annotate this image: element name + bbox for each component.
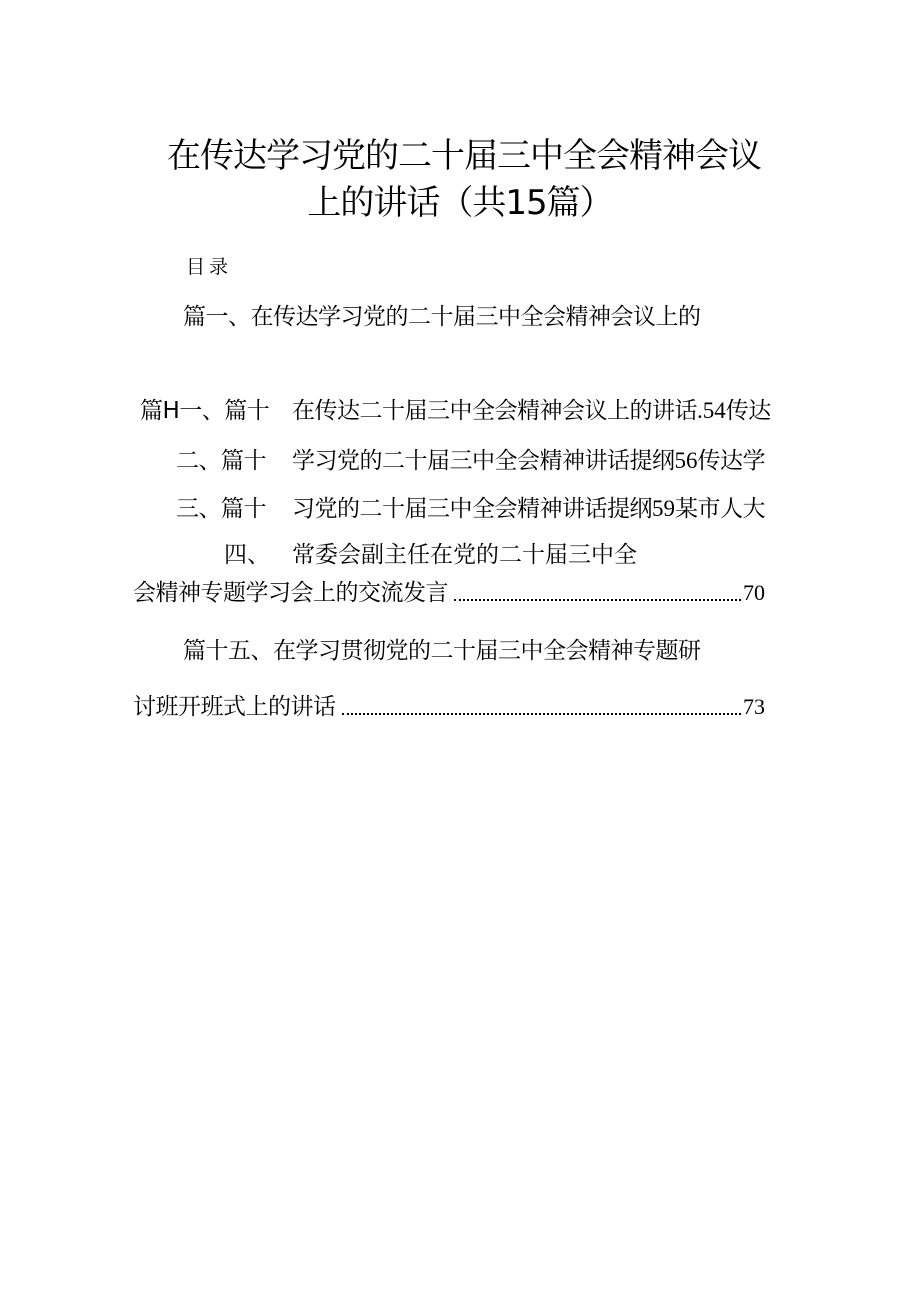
toc-row-3-page: 59 [652,496,675,521]
toc-row-3-text: 习党的二十届三中全会精神讲话提纲 [292,496,652,522]
document-title-line-1: 在传达学习党的二十届三中全会精神会议 [167,136,761,176]
toc-heading: 目录 [186,256,233,278]
toc-row-1-next: 传达 [725,398,771,424]
toc-row-2-next: 传达学 [697,448,765,474]
toc-entry-15-line-1: 篇十五、在学习贯彻党的二十届三中全会精神专题研 [183,638,701,664]
toc-row-3-prefix: 三、篇十 [176,496,266,522]
toc-row-2-prefix: 二、篇十 [176,448,266,474]
toc-entry-14-page: 70 [743,580,765,605]
dot-leader [454,599,741,601]
toc-row-2-text: 学习党的二十届三中全会精神讲话提纲 [292,448,675,474]
toc-row-1-prefix: 篇H一、篇十 [140,398,270,424]
dot-leader [342,713,742,715]
toc-row-1-body [292,396,771,426]
toc-entry-14-text: 会精神专题学习会上的交流发言 [133,580,448,606]
toc-row-2-page: 56 [674,448,698,473]
toc-row-1-text: 在传达二十届三中全会精神会议上的讲话 [292,398,697,424]
toc-entry-15 [133,692,765,722]
toc-entry-15-page: 73 [743,694,765,719]
toc-row-4-prefix: 四、 [224,542,270,568]
toc-row-1-page: .54 [697,398,726,423]
toc-row-3-body [292,494,765,524]
toc-row-2-body [292,446,765,476]
toc-entry-1: 篇一、在传达学习党的二十届三中全会精神会议上的 [183,304,701,330]
toc-entry-15-text: 讨班开班式上的讲话 [133,694,336,720]
toc-entry-14 [133,578,765,608]
document-title-line-2: 上的讲话（共15篇） [307,183,613,223]
toc-row-4-text: 常委会副主任在党的二十届三中全 [292,542,637,568]
toc-row-3-next: 某市人大 [675,496,765,522]
toc-row-4-clipped [140,540,800,568]
